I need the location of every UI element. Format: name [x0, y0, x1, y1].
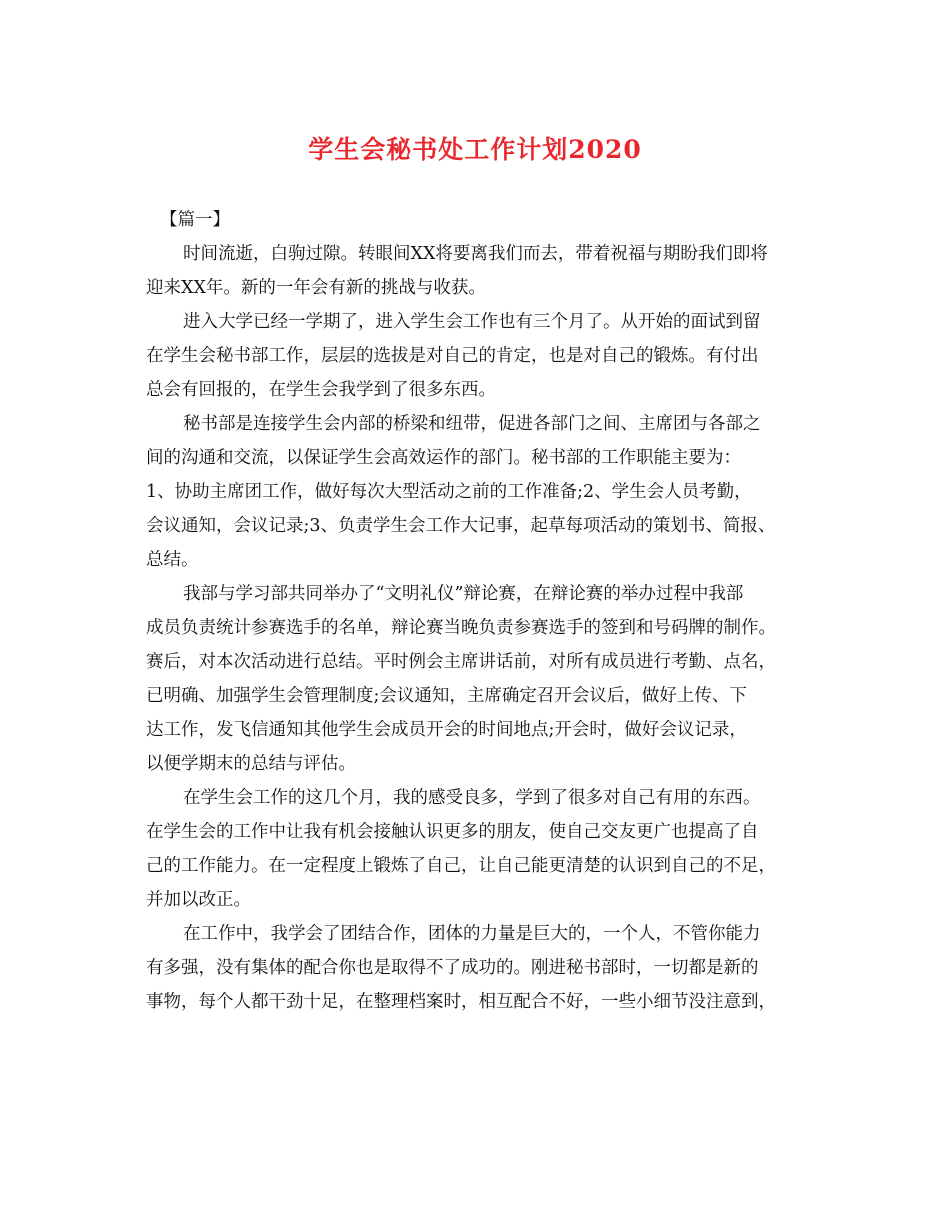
- paragraph-line: 我部与学习部共同举办了“文明礼仪”辩论赛，在辩论赛的举办过程中我部: [183, 584, 744, 604]
- paragraph-line: 会议通知，会议记录;3、负责学生会工作大记事，起草每项活动的策划书、简报、: [146, 516, 776, 536]
- paragraph-line: 1、协助主席团工作，做好每次大型活动之前的工作准备;2、学生会人员考勤，: [146, 482, 752, 502]
- paragraph-line: 在学生会的工作中让我有机会接触认识更多的朋友，使自己交友更广也提高了自: [146, 822, 759, 842]
- paragraph-line: 秘书部是连接学生会内部的桥梁和纽带，促进各部门之间、主席团与各部之: [183, 414, 761, 434]
- paragraph-line: 有多强，没有集体的配合你也是取得不了成功的。刚进秘书部时，一切都是新的: [146, 958, 759, 978]
- paragraph-line: 在学生会秘书部工作，层层的选拔是对自己的肯定，也是对自己的锻炼。有付出: [146, 346, 759, 366]
- paragraph-line: 总会有回报的，在学生会我学到了很多东西。: [146, 380, 496, 400]
- paragraph-line: 在工作中，我学会了团结合作，团体的力量是巨大的，一个人，不管你能力: [183, 924, 761, 944]
- paragraph-line: 间的沟通和交流，以保证学生会高效运作的部门。秘书部的工作职能主要为：: [146, 448, 741, 468]
- paragraph-line: 己的工作能力。在一定程度上锻炼了自己，让自己能更清楚的认识到自己的不足，: [146, 856, 776, 876]
- paragraph-line: 时间流逝，白驹过隙。转眼间XX将要离我们而去，带着祝福与期盼我们即将: [183, 244, 768, 264]
- paragraph-line: 事物，每个人都干劲十足，在整理档案时，相互配合不好，一些小细节没注意到，: [146, 992, 776, 1012]
- paragraph-line: 进入大学已经一学期了，进入学生会工作也有三个月了。从开始的面试到留: [183, 312, 761, 332]
- paragraph-line: 达工作，发飞信通知其他学生会成员开会的时间地点;开会时，做好会议记录，: [146, 720, 747, 740]
- paragraph-line: 以便学期末的总结与评估。: [146, 754, 356, 774]
- paragraph-line: 迎来XX年。新的一年会有新的挑战与收获。: [146, 278, 486, 298]
- document-body: [146, 203, 816, 1019]
- paragraph-line: 在学生会工作的这几个月，我的感受良多，学到了很多对自己有用的东西。: [183, 788, 761, 808]
- paragraph-line: 赛后，对本次活动进行总结。平时例会主席讲话前，对所有成员进行考勤、点名，: [146, 652, 776, 672]
- paragraph-line: 成员负责统计参赛选手的名单，辩论赛当晚负责参赛选手的签到和号码牌的制作。: [146, 618, 776, 638]
- paragraph-line: 并加以改正。: [146, 890, 251, 910]
- section-label: 【篇一】: [160, 210, 230, 230]
- paragraph-line: 总结。: [146, 550, 199, 570]
- paragraph-line: 已明确、加强学生会管理制度;会议通知，主席确定召开会议后，做好上传、下: [146, 686, 747, 706]
- document-title: 学生会秘书处工作计划2020: [308, 135, 642, 164]
